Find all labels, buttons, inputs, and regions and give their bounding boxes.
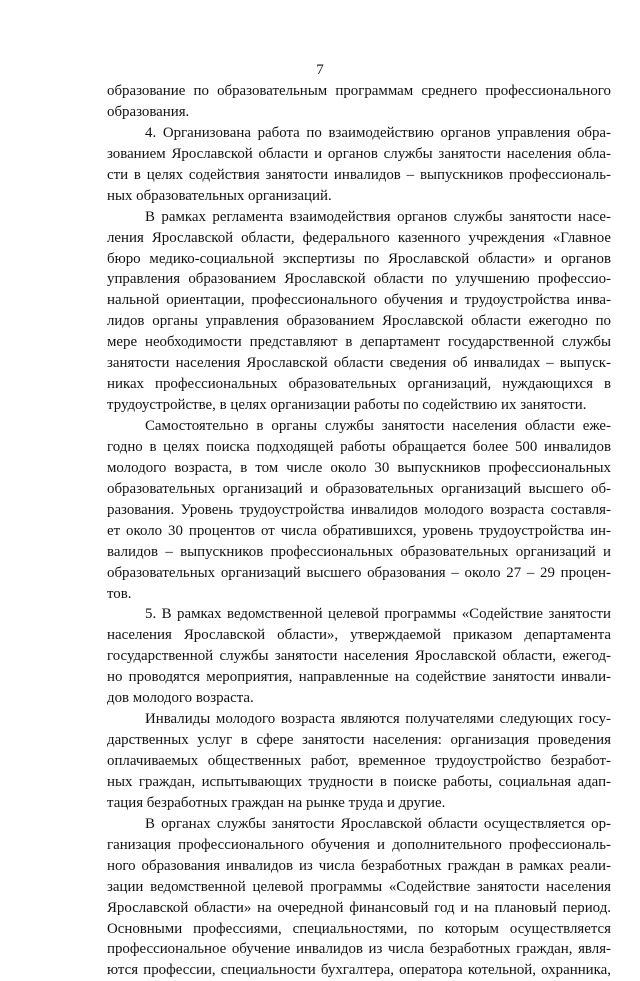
text-line: нальной ориентации, профессионального обучения и трудоустройства инва- xyxy=(107,292,611,309)
text-line: 4. Организована работа по взаимодействию органов управления обра- xyxy=(145,124,611,141)
text-line: валидов – выпускников профессиональных образовательных организаций и xyxy=(107,543,611,560)
text-line: профессиональное обучение инвалидов из числа безработных граждан, явля- xyxy=(107,941,611,958)
text-line: оплачиваемых общественных работ, временное трудоустройство безработ- xyxy=(107,753,611,769)
text-line: сти в целях содействия занятости инвалидов – выпускников профессиональ- xyxy=(107,166,611,183)
text-line: зованием Ярославской области и органов службы занятости населения обла- xyxy=(107,145,611,162)
text-line: мере необходимости представляют в департамент государственной службы xyxy=(107,334,611,351)
text-line: ных граждан, испытывающих трудности в поиске работы, социальная адап- xyxy=(107,773,611,790)
text-line: управления образованием Ярославской области по улучшению профессио- xyxy=(107,271,611,288)
text-line: занятости населения Ярославской области сведения об инвалидах – выпуск- xyxy=(107,355,611,372)
text-line: образования. xyxy=(107,103,190,120)
page-number: 7 xyxy=(316,62,324,78)
text-line: бюро медико-социальной экспертизы по Ярославской области» и органов xyxy=(107,250,611,267)
text-line: 5. В рамках ведомственной целевой программы «Содействие занятости xyxy=(145,606,611,623)
text-line: Самостоятельно в органы службы занятости населения области еже- xyxy=(145,418,611,434)
text-line: ганизация профессионального обучения и дополнительного профессиональ- xyxy=(107,836,611,853)
text-line: образовательных организаций и образовательных организаций высшего об- xyxy=(107,480,611,497)
text-line: молодого возраста, в том числе около 30 выпускников профессиональных xyxy=(107,459,611,476)
text-line: ного образования инвалидов из числа безработных граждан в рамках реали- xyxy=(107,857,611,874)
text-line: ет около 30 процентов от числа обратившихся, уровень трудоустройства ин- xyxy=(107,522,611,539)
text-line: дарственных услуг в сфере занятости населения: организация проведения xyxy=(107,732,611,749)
text-line: разования. Уровень трудоустройства инвалидов молодого возраста составля- xyxy=(107,501,611,518)
text-line: но проводятся мероприятия, направленные на содействие занятости инвали- xyxy=(107,669,611,686)
text-line: Инвалиды молодого возраста являются получателями следующих госу- xyxy=(145,711,611,728)
body-text xyxy=(107,81,611,981)
text-line: тов. xyxy=(107,585,132,602)
text-line: В рамках регламента взаимодействия органов службы занятости насе- xyxy=(145,208,611,225)
text-line: тация безработных граждан на рынке труда и другие. xyxy=(107,794,446,811)
text-line: населения Ярославской области», утверждаемой приказом департамента xyxy=(107,627,611,644)
text-line: никах профессиональных образовательных организаций, нуждающихся в xyxy=(107,376,611,393)
text-line: ления Ярославской области, федерального казенного учреждения «Главное xyxy=(107,229,611,246)
text-line: годно в целях поиска подходящей работы обращается более 500 инвалидов xyxy=(107,438,611,455)
text-line: ных образовательных организаций. xyxy=(107,187,332,204)
text-line: образование по образовательным программам среднего профессионального xyxy=(107,83,611,99)
text-line: В органах службы занятости Ярославской области осуществляется ор- xyxy=(145,815,611,832)
text-line: дов молодого возраста. xyxy=(107,690,254,707)
text-line: Основными профессиями, специальностями, по которым осуществляется xyxy=(107,920,611,937)
text-line: трудоустройстве, в целях организации работы по содействию их занятости. xyxy=(107,397,587,414)
text-line: зации ведомственной целевой программы «Содействие занятости населения xyxy=(107,878,611,895)
text-line: лидов органы управления образованием Ярославской области ежегодно по xyxy=(107,313,611,330)
text-line: Ярославской области» на очередной финансовый год и на плановый период. xyxy=(107,899,611,916)
text-line: государственной службы занятости населения Ярославской области, ежегод- xyxy=(107,648,611,665)
text-line: образовательных организаций высшего образования – около 27 – 29 процен- xyxy=(107,564,611,581)
text-line: ются профессии, специальности бухгалтера, оператора котельной, охранника, xyxy=(107,962,611,979)
